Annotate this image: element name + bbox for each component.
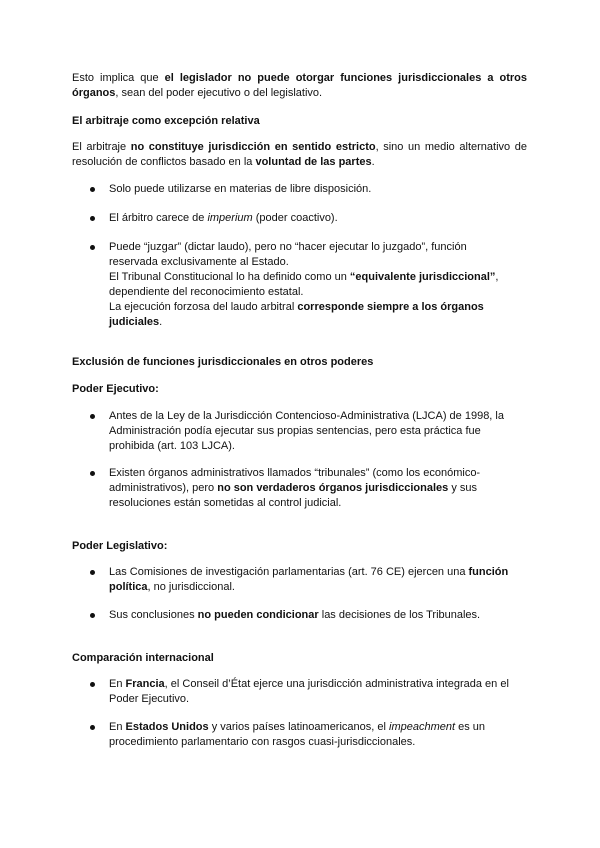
bullet-text-part: El Tribunal Constitucional lo ha definido como un bbox=[109, 271, 350, 283]
bullet-text bbox=[109, 466, 520, 511]
bullet-text-part: , el Conseil d’État ejerce una jurisdicción administrativa integrada en el Poder Ejecutivo. bbox=[109, 678, 509, 705]
arbitraje-bold-1: no constituye jurisdicción en sentido estricto bbox=[130, 141, 376, 153]
intro-text-2: , sean del poder ejecutivo o del legislativo. bbox=[115, 87, 323, 99]
list-item bbox=[90, 211, 520, 226]
bullet-bold: Francia bbox=[125, 678, 165, 690]
list-item bbox=[90, 182, 520, 197]
bullet-italic: impeachment bbox=[389, 721, 456, 733]
bullet-italic: imperium bbox=[207, 212, 253, 224]
bullet-bold: no son verdaderos órganos jurisdiccionales bbox=[217, 482, 449, 494]
bullet-text-part: es un procedimiento parlamentario con rasgos cuasi-jurisdiccionales. bbox=[109, 721, 486, 748]
bullet-text bbox=[109, 720, 520, 750]
list-item bbox=[90, 677, 520, 707]
list-item bbox=[90, 720, 520, 750]
bullet-text-part: Sus conclusiones bbox=[109, 609, 198, 621]
bullet-icon bbox=[90, 414, 95, 419]
list-item bbox=[90, 466, 520, 511]
bullet-text bbox=[109, 677, 520, 707]
bullet-bold: Estados Unidos bbox=[125, 721, 209, 733]
arbitraje-text-2: , sino un medio alternativo de resolución de conflictos basado en la bbox=[72, 141, 527, 168]
list-item bbox=[90, 565, 520, 595]
arbitraje-text-3: . bbox=[371, 156, 375, 168]
bullet-bold: “equivalente jurisdiccional” bbox=[349, 271, 496, 283]
section-heading-internacional: Comparación internacional bbox=[72, 652, 214, 664]
bullet-bold: corresponde siempre a los órganos judiciales bbox=[109, 301, 484, 328]
bullet-icon bbox=[90, 682, 95, 687]
bullet-line-1: Puede “juzgar” (dictar laudo), pero no “hacer ejecutar lo juzgado”, función reservada exclusivamente al Estado. bbox=[109, 241, 467, 268]
bullet-icon bbox=[90, 187, 95, 192]
intro-paragraph bbox=[72, 71, 527, 101]
bullet-text-part: Las Comisiones de investigación parlamentarias (art. 76 CE) ejercen una bbox=[109, 566, 469, 578]
bullet-bold: no pueden condicionar bbox=[197, 609, 319, 621]
bullet-text-part: . bbox=[159, 316, 163, 328]
bullet-text: Antes de la Ley de la Jurisdicción Contencioso-Administrativa (LJCA) de 1998, la Administración podía ejecutar sus propias sentencias, pero esta práctica fue prohibida (art. 103 LJCA). bbox=[109, 410, 504, 452]
list-item bbox=[90, 240, 520, 330]
arbitraje-paragraph bbox=[72, 140, 527, 170]
bullet-text bbox=[109, 240, 520, 330]
bullet-icon bbox=[90, 245, 95, 250]
intro-text-1: Esto implica que bbox=[72, 72, 165, 84]
bullet-icon bbox=[90, 216, 95, 221]
bullet-text-part: y sus resoluciones están sometidas al control judicial. bbox=[109, 482, 478, 509]
subheading-ejecutivo: Poder Ejecutivo: bbox=[72, 383, 159, 395]
bullet-line-3 bbox=[109, 300, 509, 330]
list-item bbox=[90, 608, 520, 623]
bullet-text-part: En bbox=[109, 678, 126, 690]
list-item bbox=[90, 409, 520, 454]
bullet-bold: función política bbox=[109, 566, 509, 593]
bullet-text-part: y varios países latinoamericanos, el bbox=[208, 721, 390, 733]
bullet-text-part: (poder coactivo). bbox=[252, 212, 338, 224]
bullet-text-part: El árbitro carece de bbox=[109, 212, 208, 224]
bullet-line-2 bbox=[109, 270, 509, 300]
bullet-icon bbox=[90, 471, 95, 476]
bullet-text-part: , dependiente del reconocimiento estatal. bbox=[109, 271, 499, 298]
intro-bold: el legislador no puede otorgar funciones jurisdiccionales a otros órganos bbox=[72, 72, 527, 99]
bullet-icon bbox=[90, 570, 95, 575]
subheading-legislativo: Poder Legislativo: bbox=[72, 540, 168, 552]
bullet-text: Solo puede utilizarse en materias de libre disposición. bbox=[109, 183, 372, 195]
bullet-text-part: Existen órganos administrativos llamados “tribunales” (como los económico-administrativos), pero bbox=[109, 467, 481, 494]
bullet-text bbox=[109, 608, 520, 623]
section-heading-exclusion: Exclusión de funciones jurisdiccionales en otros poderes bbox=[72, 356, 374, 368]
bullet-text bbox=[109, 211, 520, 226]
bullet-text-part: las decisiones de los Tribunales. bbox=[318, 609, 481, 621]
bullet-icon bbox=[90, 725, 95, 730]
bullet-text-part: En bbox=[109, 721, 126, 733]
bullet-icon bbox=[90, 613, 95, 618]
section-heading-arbitraje: El arbitraje como excepción relativa bbox=[72, 115, 260, 127]
bullet-text-part: , no jurisdiccional. bbox=[147, 581, 235, 593]
bullet-text-part: La ejecución forzosa del laudo arbitral bbox=[109, 301, 298, 313]
arbitraje-text-1: El arbitraje bbox=[72, 141, 131, 153]
arbitraje-bold-2: voluntad de las partes bbox=[255, 156, 372, 168]
bullet-text bbox=[109, 565, 520, 595]
